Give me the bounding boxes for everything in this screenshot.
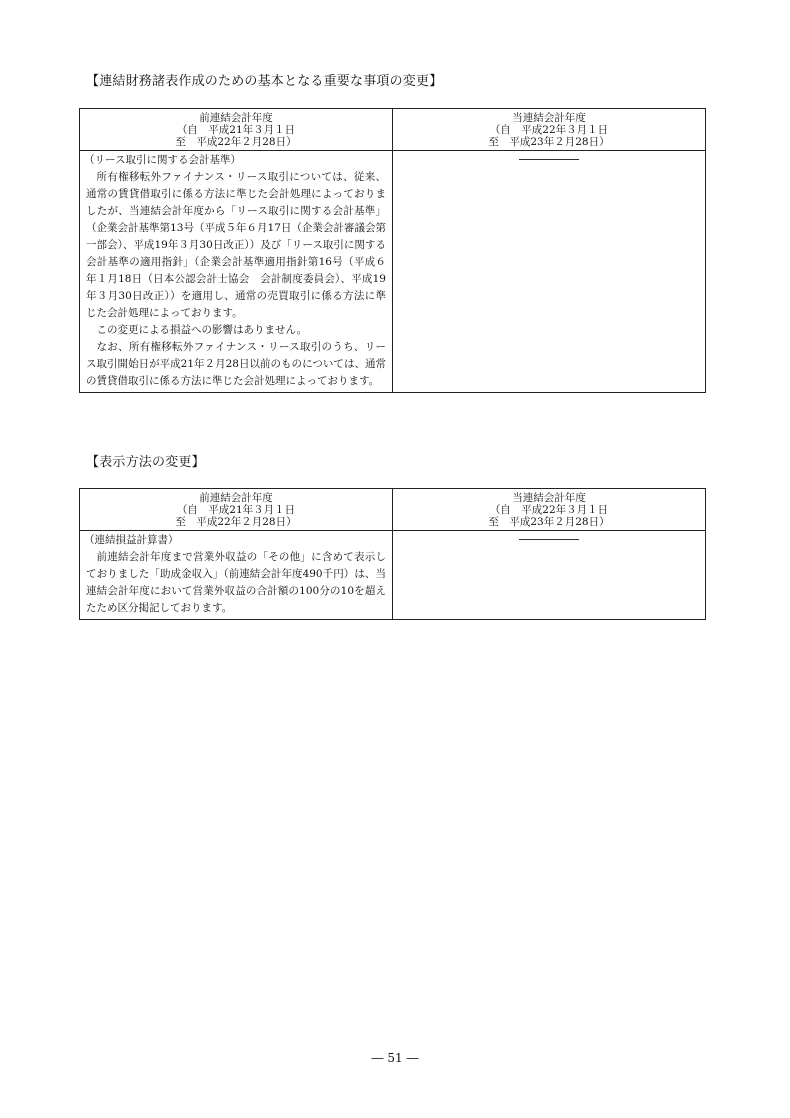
table-body-row bbox=[80, 151, 706, 393]
accounting-policy-changes-table bbox=[79, 108, 706, 393]
subsidy-income-paragraph: 前連結会計年度まで営業外収益の「その他」に含めて表示しておりました「助成金収入」（前連結会計年度490千円）は、当連結会計年度において営業外収益の合計額の100分の10を超えたため区分掲記しております。 bbox=[86, 551, 386, 614]
dash-placeholder bbox=[519, 539, 579, 540]
header-previous-fiscal-year bbox=[80, 109, 393, 151]
header-period-from: （自 平成21年３月１日 bbox=[176, 124, 296, 136]
header-period-to: 至 平成22年２月28日） bbox=[175, 516, 297, 528]
header-period-label: 当連結会計年度 bbox=[512, 492, 586, 504]
impact-paragraph: この変更による損益への影響はありません。 bbox=[96, 324, 308, 336]
income-statement-subheading: （連結損益計算書） bbox=[84, 534, 179, 546]
current-year-content-empty bbox=[393, 151, 706, 393]
header-period-label: 前連結会計年度 bbox=[199, 112, 273, 124]
header-period-to: 至 平成22年２月28日） bbox=[175, 136, 297, 148]
section-title-accounting-policy-changes: 【連結財務諸表作成のための基本となる重要な事項の変更】 bbox=[86, 74, 443, 89]
dash-placeholder bbox=[519, 159, 579, 160]
header-current-fiscal-year bbox=[393, 109, 706, 151]
current-year-content-empty bbox=[393, 531, 706, 620]
page-number: ― 51 ― bbox=[371, 1051, 419, 1065]
header-period-label: 当連結会計年度 bbox=[512, 112, 586, 124]
section-title-presentation-changes: 【表示方法の変更】 bbox=[86, 455, 205, 470]
previous-year-content bbox=[80, 151, 393, 393]
previous-year-content bbox=[80, 531, 393, 620]
header-period-label: 前連結会計年度 bbox=[199, 492, 273, 504]
header-period-to: 至 平成23年２月28日） bbox=[488, 136, 610, 148]
presentation-changes-table bbox=[79, 488, 706, 620]
lease-standard-subheading: （リース取引に関する会計基準） bbox=[84, 154, 241, 166]
header-period-from: （自 平成22年３月１日 bbox=[489, 124, 609, 136]
table-body-row bbox=[80, 531, 706, 620]
header-previous-fiscal-year bbox=[80, 489, 393, 531]
header-period-to: 至 平成23年２月28日） bbox=[488, 516, 610, 528]
header-period-from: （自 平成21年３月１日 bbox=[176, 504, 296, 516]
table-header-row bbox=[80, 489, 706, 531]
transition-paragraph: なお、所有権移転外ファイナンス・リース取引のうち、リース取引開始日が平成21年２月28日以前のものについては、通常の賃貸借取引に係る方法に準じた会計処理によっております。 bbox=[86, 341, 386, 387]
table-header-row bbox=[80, 109, 706, 151]
header-period-from: （自 平成22年３月１日 bbox=[489, 504, 609, 516]
header-current-fiscal-year bbox=[393, 489, 706, 531]
lease-standard-paragraph: 所有権移転外ファイナンス・リース取引については、従来、通常の賃貸借取引に係る方法に準じた会計処理によっておりましたが、当連結会計年度から「リース取引に関する会計基準」（企業会計基準第13号（平成５年６月17日（企業会計審議会第一部会）、平成19年３月30日改正））及び「リース取引に関する会計基準の適用指針」（企業会計基準適用指針第16号（平成６年１月18日（日本公認会計士協会 会計制度委員会）、平成19年３月30日改正））を適用し、通常の売買取引に係る方法に準じた会計処理によっております。 bbox=[86, 171, 386, 319]
